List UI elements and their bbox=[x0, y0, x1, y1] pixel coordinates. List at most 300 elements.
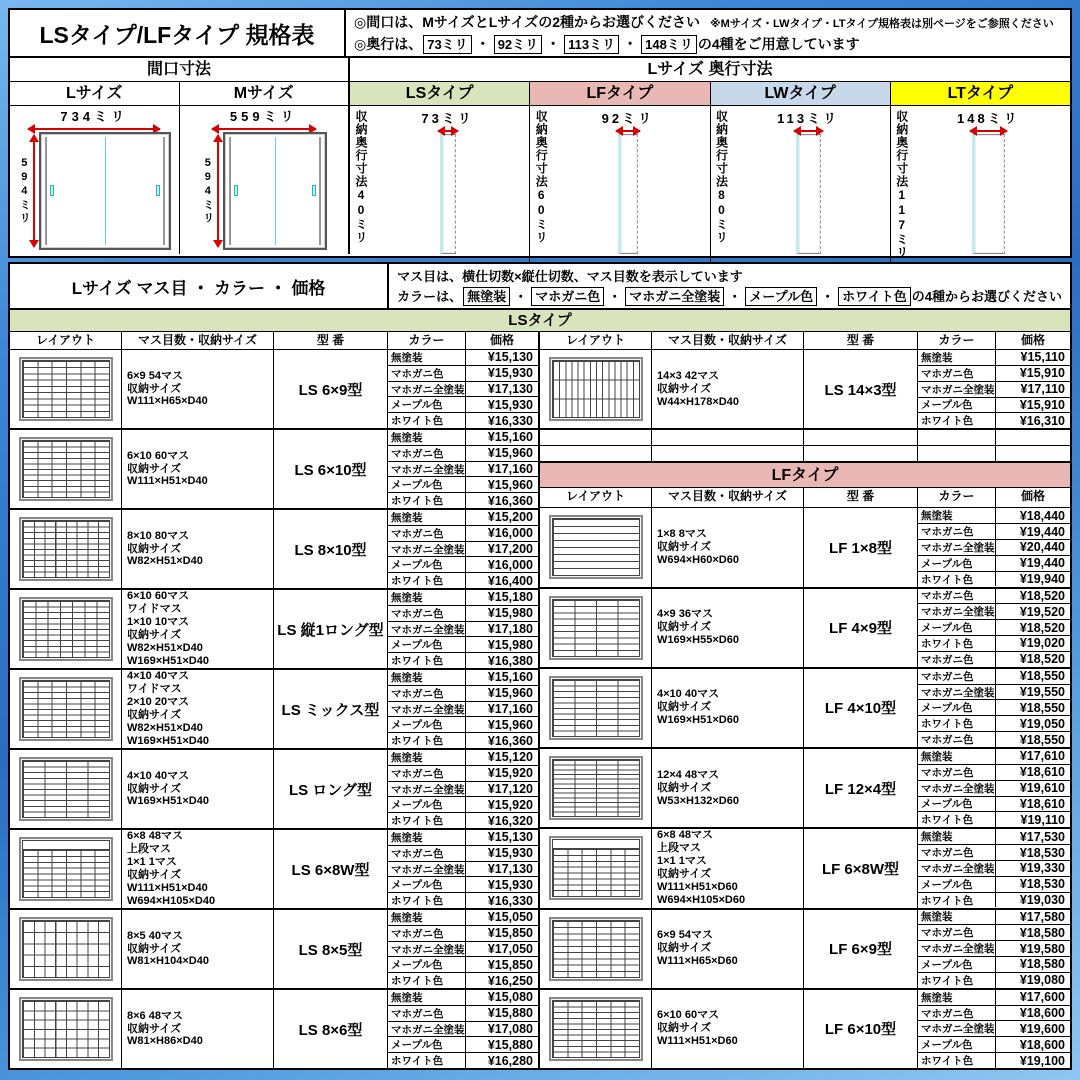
product-row bbox=[10, 350, 538, 430]
size-header-label: Lサイズ bbox=[66, 85, 123, 102]
price-value: ¥19,440 bbox=[1019, 524, 1065, 539]
layout-cell bbox=[10, 510, 122, 588]
price-row bbox=[918, 589, 1070, 605]
color-note-suffix: の4種からお選びください bbox=[911, 289, 1062, 304]
price-column bbox=[388, 670, 538, 748]
price-value: ¥17,530 bbox=[1019, 829, 1065, 844]
color-label: メープル色 bbox=[388, 957, 466, 972]
color-label: ホワイト色 bbox=[388, 1053, 466, 1068]
price-value: ¥19,550 bbox=[1019, 685, 1065, 700]
color-label: 無塗装 bbox=[388, 750, 466, 765]
color-label: マホガニ全塗装 bbox=[918, 1021, 996, 1036]
option-separator: ・ bbox=[514, 289, 528, 304]
layout-grid bbox=[552, 848, 640, 897]
empty-cell bbox=[918, 430, 996, 445]
spec-line: W169×H51×D40 bbox=[127, 795, 209, 808]
color-label: メープル色 bbox=[918, 1037, 996, 1052]
price-value: ¥15,980 bbox=[487, 606, 533, 621]
layout-cell bbox=[540, 589, 652, 667]
price-value: ¥15,910 bbox=[1019, 397, 1065, 412]
price-row bbox=[388, 493, 538, 508]
cabinet-front bbox=[39, 132, 171, 250]
color-label: マホガニ色 bbox=[918, 366, 996, 381]
price-value: ¥17,600 bbox=[1019, 990, 1065, 1005]
price-row bbox=[918, 861, 1070, 877]
type-header-label: LFタイプ bbox=[529, 82, 709, 105]
products-table-left bbox=[10, 332, 540, 1068]
type-header-label: LTタイプ bbox=[890, 82, 1070, 105]
other-sizes-note: ※Mサイズ・LWタイプ・LTタイプ規格表は別ページをご参照ください bbox=[709, 18, 1054, 30]
price-value: ¥15,160 bbox=[487, 430, 533, 445]
spec-cell bbox=[122, 830, 274, 908]
size-header-label: Mサイズ bbox=[179, 82, 349, 105]
price-column bbox=[388, 590, 538, 668]
depth-option: 73ミリ bbox=[423, 35, 471, 54]
price-section-title: Lサイズ マス目 ・ カラー ・ 価格 bbox=[10, 264, 389, 308]
price-row bbox=[918, 749, 1070, 765]
price-row bbox=[388, 877, 538, 893]
spec-line: W111×H51×D60 bbox=[657, 881, 738, 894]
price-value: ¥15,960 bbox=[487, 717, 533, 732]
price-value: ¥18,550 bbox=[1019, 700, 1065, 715]
price-row bbox=[388, 350, 538, 366]
color-label: 無塗装 bbox=[918, 749, 996, 764]
spec-line: W81×H86×D40 bbox=[127, 1035, 203, 1048]
color-label: マホガニ色 bbox=[388, 926, 466, 941]
color-label: マホガニ色 bbox=[918, 652, 996, 667]
color-label: ホワイト色 bbox=[388, 653, 466, 668]
storage-depth-label: 収納奥行寸法80ミリ bbox=[714, 110, 729, 244]
price-row bbox=[388, 462, 538, 478]
products-table bbox=[10, 332, 1070, 1068]
layout-grid bbox=[22, 600, 110, 658]
price-value: ¥16,320 bbox=[487, 813, 533, 828]
layout-cell bbox=[540, 829, 652, 907]
cabinet-diagram bbox=[179, 106, 349, 254]
price-value: ¥18,530 bbox=[1019, 877, 1065, 892]
price-notes bbox=[389, 264, 1070, 308]
price-row bbox=[388, 1053, 538, 1068]
price-value: ¥17,110 bbox=[1020, 382, 1065, 397]
price-column bbox=[918, 508, 1070, 586]
price-row bbox=[918, 572, 1070, 587]
spec-cell bbox=[122, 750, 274, 828]
product-row bbox=[10, 670, 538, 750]
price-row bbox=[918, 893, 1070, 908]
model-number: LF 1×8型 bbox=[804, 508, 918, 586]
depth-note-prefix: ◎奥行は、 bbox=[354, 36, 423, 52]
color-label: マホガニ全塗装 bbox=[388, 702, 466, 717]
price-value: ¥19,080 bbox=[1019, 973, 1065, 988]
spec-line: 収納サイズ bbox=[657, 781, 712, 794]
price-value: ¥17,180 bbox=[487, 621, 533, 636]
spec-line: 6×8 48マス bbox=[127, 830, 183, 843]
price-value: ¥18,550 bbox=[1019, 732, 1065, 747]
price-value: ¥17,120 bbox=[487, 781, 533, 796]
color-label: ホワイト色 bbox=[388, 893, 466, 908]
color-label: マホガニ全塗装 bbox=[918, 540, 996, 555]
product-row bbox=[10, 510, 538, 590]
price-value: ¥16,310 bbox=[1019, 413, 1065, 428]
price-column bbox=[388, 990, 538, 1068]
type-header-label: LWタイプ bbox=[710, 82, 890, 105]
option-separator: ・ bbox=[608, 289, 622, 304]
color-label: 無塗装 bbox=[388, 590, 466, 605]
option-separator: ・ bbox=[728, 289, 742, 304]
spec-line: 収納サイズ bbox=[657, 382, 712, 395]
color-label: マホガニ色 bbox=[918, 845, 996, 860]
color-label: ホワイト色 bbox=[388, 813, 466, 828]
spec-line: 4×9 36マス bbox=[657, 608, 713, 621]
layout-grid bbox=[552, 1000, 640, 1058]
empty-cell bbox=[652, 430, 804, 445]
width-note: ◎間口は、MサイズとLサイズの2種からお選びください bbox=[354, 14, 700, 30]
column-header: カラー bbox=[918, 488, 996, 507]
price-row bbox=[918, 829, 1070, 845]
layout-thumbnail bbox=[19, 917, 113, 981]
price-value: ¥15,200 bbox=[487, 510, 533, 525]
price-row bbox=[388, 397, 538, 413]
product-row bbox=[10, 990, 538, 1068]
spec-line: W694×H105×D40 bbox=[127, 894, 216, 907]
spec-cell bbox=[652, 589, 804, 667]
left-rail bbox=[45, 137, 47, 245]
column-header: レイアウト bbox=[10, 332, 122, 349]
cabinet-figure bbox=[10, 106, 179, 254]
spec-line: 1×10 10マス bbox=[127, 616, 190, 629]
price-value: ¥15,850 bbox=[487, 957, 533, 972]
right-rail bbox=[163, 137, 165, 245]
price-row bbox=[918, 1006, 1070, 1022]
model-number: LF 6×8W型 bbox=[804, 829, 918, 907]
price-value: ¥15,850 bbox=[487, 926, 533, 941]
left-door-handle bbox=[234, 185, 238, 196]
price-value: ¥20,440 bbox=[1019, 540, 1065, 555]
color-label: メープル色 bbox=[388, 637, 466, 652]
center-divider-line bbox=[275, 137, 276, 245]
price-value: ¥16,330 bbox=[487, 413, 533, 428]
price-row bbox=[918, 957, 1070, 973]
spec-line: 収納サイズ bbox=[127, 709, 182, 721]
color-label: マホガニ色 bbox=[388, 1006, 466, 1021]
price-value: ¥16,000 bbox=[487, 526, 533, 541]
price-value: ¥15,080 bbox=[487, 990, 533, 1005]
color-label: マホガニ色 bbox=[388, 526, 466, 541]
spec-line: W111×H51×D40 bbox=[127, 475, 208, 488]
price-value: ¥17,580 bbox=[1019, 909, 1065, 924]
color-label: マホガニ全塗装 bbox=[918, 685, 996, 700]
depth-dimension-label: 92ミリ bbox=[601, 111, 655, 126]
model-number: LS 8×5型 bbox=[274, 910, 388, 988]
price-row bbox=[388, 893, 538, 908]
color-label: 無塗装 bbox=[388, 830, 466, 845]
layout-thumbnail bbox=[549, 997, 643, 1061]
model-number: LS ロング型 bbox=[274, 750, 388, 828]
price-value: ¥15,980 bbox=[487, 637, 533, 652]
color-label: 無塗装 bbox=[388, 350, 466, 365]
price-row bbox=[918, 524, 1070, 540]
price-value: ¥19,110 bbox=[1020, 812, 1065, 827]
price-value: ¥15,920 bbox=[487, 766, 533, 781]
price-row bbox=[388, 542, 538, 558]
price-value: ¥18,520 bbox=[1019, 588, 1065, 603]
price-value: ¥19,440 bbox=[1019, 556, 1065, 571]
spec-line: 収納サイズ bbox=[657, 701, 712, 714]
color-label: マホガニ全塗装 bbox=[388, 1022, 466, 1037]
model-number: LS 6×8W型 bbox=[274, 830, 388, 908]
price-value: ¥15,920 bbox=[487, 797, 533, 812]
spec-cell bbox=[652, 350, 804, 428]
color-label: マホガニ色 bbox=[918, 925, 996, 940]
layout-grid bbox=[22, 920, 110, 978]
price-row bbox=[388, 622, 538, 638]
color-option: メープル色 bbox=[745, 287, 817, 306]
empty-cell bbox=[996, 446, 1070, 461]
price-value: ¥19,940 bbox=[1019, 572, 1065, 587]
depth-figure bbox=[891, 106, 1070, 263]
spec-cell bbox=[652, 749, 804, 827]
price-row bbox=[388, 413, 538, 428]
price-value: ¥16,400 bbox=[487, 573, 533, 588]
price-row bbox=[918, 398, 1070, 414]
price-row bbox=[918, 382, 1070, 398]
layout-thumbnail bbox=[19, 997, 113, 1061]
price-column bbox=[388, 750, 538, 828]
empty-row bbox=[540, 446, 1070, 462]
price-row bbox=[918, 1037, 1070, 1053]
price-table-block bbox=[8, 262, 1072, 1070]
spec-line: 収納サイズ bbox=[127, 542, 182, 555]
color-label: 無塗装 bbox=[918, 990, 996, 1005]
price-row bbox=[918, 716, 1070, 732]
column-header: 型 番 bbox=[804, 488, 918, 507]
price-row bbox=[388, 702, 538, 718]
color-label: 無塗装 bbox=[388, 430, 466, 445]
color-label: マホガニ色 bbox=[918, 524, 996, 539]
color-label: マホガニ全塗装 bbox=[918, 382, 996, 397]
price-value: ¥15,120 bbox=[487, 750, 533, 765]
price-value: ¥15,110 bbox=[1020, 350, 1065, 365]
height-arrow bbox=[33, 135, 35, 247]
depth-dimension-label: 148ミリ bbox=[957, 111, 1020, 126]
price-value: ¥17,130 bbox=[487, 381, 533, 396]
height-dimension-label: 594ミリ bbox=[201, 157, 214, 225]
depth-main bbox=[368, 110, 527, 259]
price-value: ¥18,520 bbox=[1019, 652, 1065, 667]
color-label: マホガニ全塗装 bbox=[918, 941, 996, 956]
column-header: カラー bbox=[388, 332, 466, 349]
spec-cell bbox=[652, 508, 804, 586]
color-label: ホワイト色 bbox=[918, 893, 996, 908]
spec-line: 収納サイズ bbox=[127, 462, 182, 475]
color-note-prefix: カラーは、 bbox=[397, 289, 463, 304]
color-label: ホワイト色 bbox=[918, 572, 996, 587]
color-label: 無塗装 bbox=[388, 510, 466, 525]
color-label: 無塗装 bbox=[918, 508, 996, 523]
price-column bbox=[388, 430, 538, 508]
color-label: 無塗装 bbox=[918, 350, 996, 365]
spec-line: W82×H51×D40 bbox=[127, 641, 203, 654]
price-row bbox=[918, 366, 1070, 382]
color-option: 無塗装 bbox=[463, 287, 510, 306]
spec-line: W169×H55×D60 bbox=[657, 634, 739, 647]
model-number: LS ミックス型 bbox=[274, 670, 388, 748]
color-label: メープル色 bbox=[918, 797, 996, 812]
price-value: ¥19,020 bbox=[1019, 636, 1065, 651]
price-row bbox=[918, 765, 1070, 781]
width-section-title: 間口寸法 bbox=[10, 58, 348, 82]
color-label: メープル色 bbox=[388, 797, 466, 812]
color-label: メープル色 bbox=[918, 877, 996, 892]
color-label: メープル色 bbox=[388, 557, 466, 572]
type-header-row bbox=[350, 82, 1070, 106]
spec-cell bbox=[122, 910, 274, 988]
price-value: ¥15,930 bbox=[487, 877, 533, 892]
spec-line: 4×10 40マス bbox=[127, 769, 190, 782]
spec-line: 4×10 40マス bbox=[657, 688, 720, 701]
price-row bbox=[388, 573, 538, 588]
price-value: ¥17,160 bbox=[487, 701, 533, 716]
spec-line: 8×10 80マス bbox=[127, 529, 190, 542]
price-row bbox=[388, 590, 538, 606]
color-option: ホワイト色 bbox=[838, 287, 911, 306]
shelf-side-view bbox=[796, 134, 821, 254]
width-arrow bbox=[28, 128, 160, 130]
spec-line: 収納サイズ bbox=[657, 540, 712, 553]
product-row bbox=[540, 350, 1070, 430]
color-label: 無塗装 bbox=[388, 910, 466, 925]
spec-line: W82×H51×D40 bbox=[127, 721, 203, 734]
price-value: ¥18,610 bbox=[1019, 765, 1065, 780]
color-label: ホワイト色 bbox=[388, 733, 466, 748]
column-header: マス目数・収納サイズ bbox=[122, 332, 274, 349]
price-row bbox=[388, 637, 538, 653]
model-number: LS 8×10型 bbox=[274, 510, 388, 588]
layout-grid bbox=[22, 760, 110, 818]
price-value: ¥18,550 bbox=[1019, 669, 1065, 684]
color-label: メープル色 bbox=[388, 877, 466, 892]
color-label: マホガニ全塗装 bbox=[388, 382, 466, 397]
product-row bbox=[540, 990, 1070, 1068]
spec-line: W694×H60×D60 bbox=[657, 553, 739, 566]
depth-option: 113ミリ bbox=[564, 35, 619, 54]
left-door-handle bbox=[50, 185, 54, 196]
price-value: ¥15,880 bbox=[487, 1006, 533, 1021]
color-label: ホワイト色 bbox=[918, 973, 996, 988]
price-value: ¥19,580 bbox=[1019, 941, 1065, 956]
price-value: ¥17,200 bbox=[487, 541, 533, 556]
depth-option: 148ミリ bbox=[641, 35, 697, 54]
spec-line: 収納サイズ bbox=[127, 1022, 182, 1035]
price-value: ¥15,180 bbox=[487, 590, 533, 605]
color-note-line bbox=[397, 286, 1062, 306]
model-number: LS 6×9型 bbox=[274, 350, 388, 428]
price-value: ¥16,380 bbox=[487, 653, 533, 668]
layout-grid bbox=[552, 599, 640, 657]
price-note-row bbox=[10, 264, 1070, 310]
price-value: ¥16,250 bbox=[487, 973, 533, 988]
price-row bbox=[388, 526, 538, 542]
height-dimension-label: 594ミリ bbox=[18, 157, 31, 225]
spec-line: W694×H105×D60 bbox=[657, 894, 746, 907]
color-label: ホワイト色 bbox=[918, 812, 996, 827]
price-value: ¥15,050 bbox=[487, 910, 533, 925]
empty-cell bbox=[540, 430, 652, 445]
model-number: LS 8×6型 bbox=[274, 990, 388, 1068]
price-row bbox=[388, 910, 538, 926]
spec-line: W169×H51×D40 bbox=[127, 654, 209, 667]
layout-top-cell bbox=[22, 840, 110, 849]
spec-line: 収納サイズ bbox=[127, 382, 182, 395]
layout-cell bbox=[540, 910, 652, 988]
table-header-row bbox=[540, 488, 1070, 508]
layout-cell bbox=[10, 910, 122, 988]
cabinet-diagrams bbox=[10, 106, 348, 254]
color-label: マホガニ色 bbox=[388, 686, 466, 701]
spec-line: W53×H132×D60 bbox=[657, 794, 739, 807]
price-row bbox=[918, 620, 1070, 636]
price-row bbox=[918, 636, 1070, 652]
option-separator: ・ bbox=[475, 36, 490, 52]
layout-cell bbox=[10, 430, 122, 508]
price-row bbox=[388, 942, 538, 958]
depth-main bbox=[729, 110, 888, 259]
price-value: ¥18,580 bbox=[1019, 957, 1065, 972]
depth-dimension-label: 73ミリ bbox=[421, 111, 474, 126]
spec-cell bbox=[122, 990, 274, 1068]
model-number: LS 6×10型 bbox=[274, 430, 388, 508]
layout-grid bbox=[552, 360, 640, 418]
color-label: マホガニ全塗装 bbox=[388, 462, 466, 477]
spec-line: W169×H51×D60 bbox=[657, 714, 739, 727]
product-row bbox=[540, 829, 1070, 909]
color-label: ホワイト色 bbox=[918, 1053, 996, 1068]
depth-main bbox=[909, 110, 1068, 259]
color-label: マホガニ色 bbox=[388, 766, 466, 781]
layout-cell bbox=[540, 350, 652, 428]
price-value: ¥18,520 bbox=[1019, 620, 1065, 635]
column-header: 価格 bbox=[1020, 489, 1045, 504]
depth-diagrams bbox=[350, 106, 1070, 263]
spec-line: 収納サイズ bbox=[657, 1022, 712, 1035]
price-row bbox=[918, 508, 1070, 524]
price-value: ¥17,610 bbox=[1019, 749, 1065, 764]
model-number: LF 6×10型 bbox=[804, 990, 918, 1068]
price-value: ¥15,910 bbox=[1019, 366, 1065, 381]
type-header-label: LSタイプ bbox=[350, 82, 529, 105]
shelf-side-view bbox=[972, 134, 1005, 254]
color-label: メープル色 bbox=[388, 717, 466, 732]
column-header: レイアウト bbox=[540, 488, 652, 507]
layout-thumbnail bbox=[19, 517, 113, 581]
price-row bbox=[388, 830, 538, 846]
spec-line: 収納サイズ bbox=[127, 869, 182, 881]
layout-grid bbox=[22, 360, 110, 418]
color-label: ホワイト色 bbox=[918, 636, 996, 651]
spec-line: 1×8 8マス bbox=[657, 527, 707, 540]
depth-section-title: Lサイズ 奥行寸法 bbox=[350, 58, 1070, 82]
product-row bbox=[10, 430, 538, 510]
layout-thumbnail bbox=[19, 757, 113, 821]
storage-depth-label: 収納奥行寸法40ミリ bbox=[354, 110, 368, 244]
layout-cell bbox=[10, 750, 122, 828]
layout-cell bbox=[10, 590, 122, 668]
left-rail bbox=[229, 137, 231, 245]
spec-line: W111×H51×D60 bbox=[657, 1035, 738, 1048]
price-row bbox=[388, 862, 538, 878]
layout-grid bbox=[22, 440, 110, 498]
depth-arrow bbox=[616, 130, 640, 132]
